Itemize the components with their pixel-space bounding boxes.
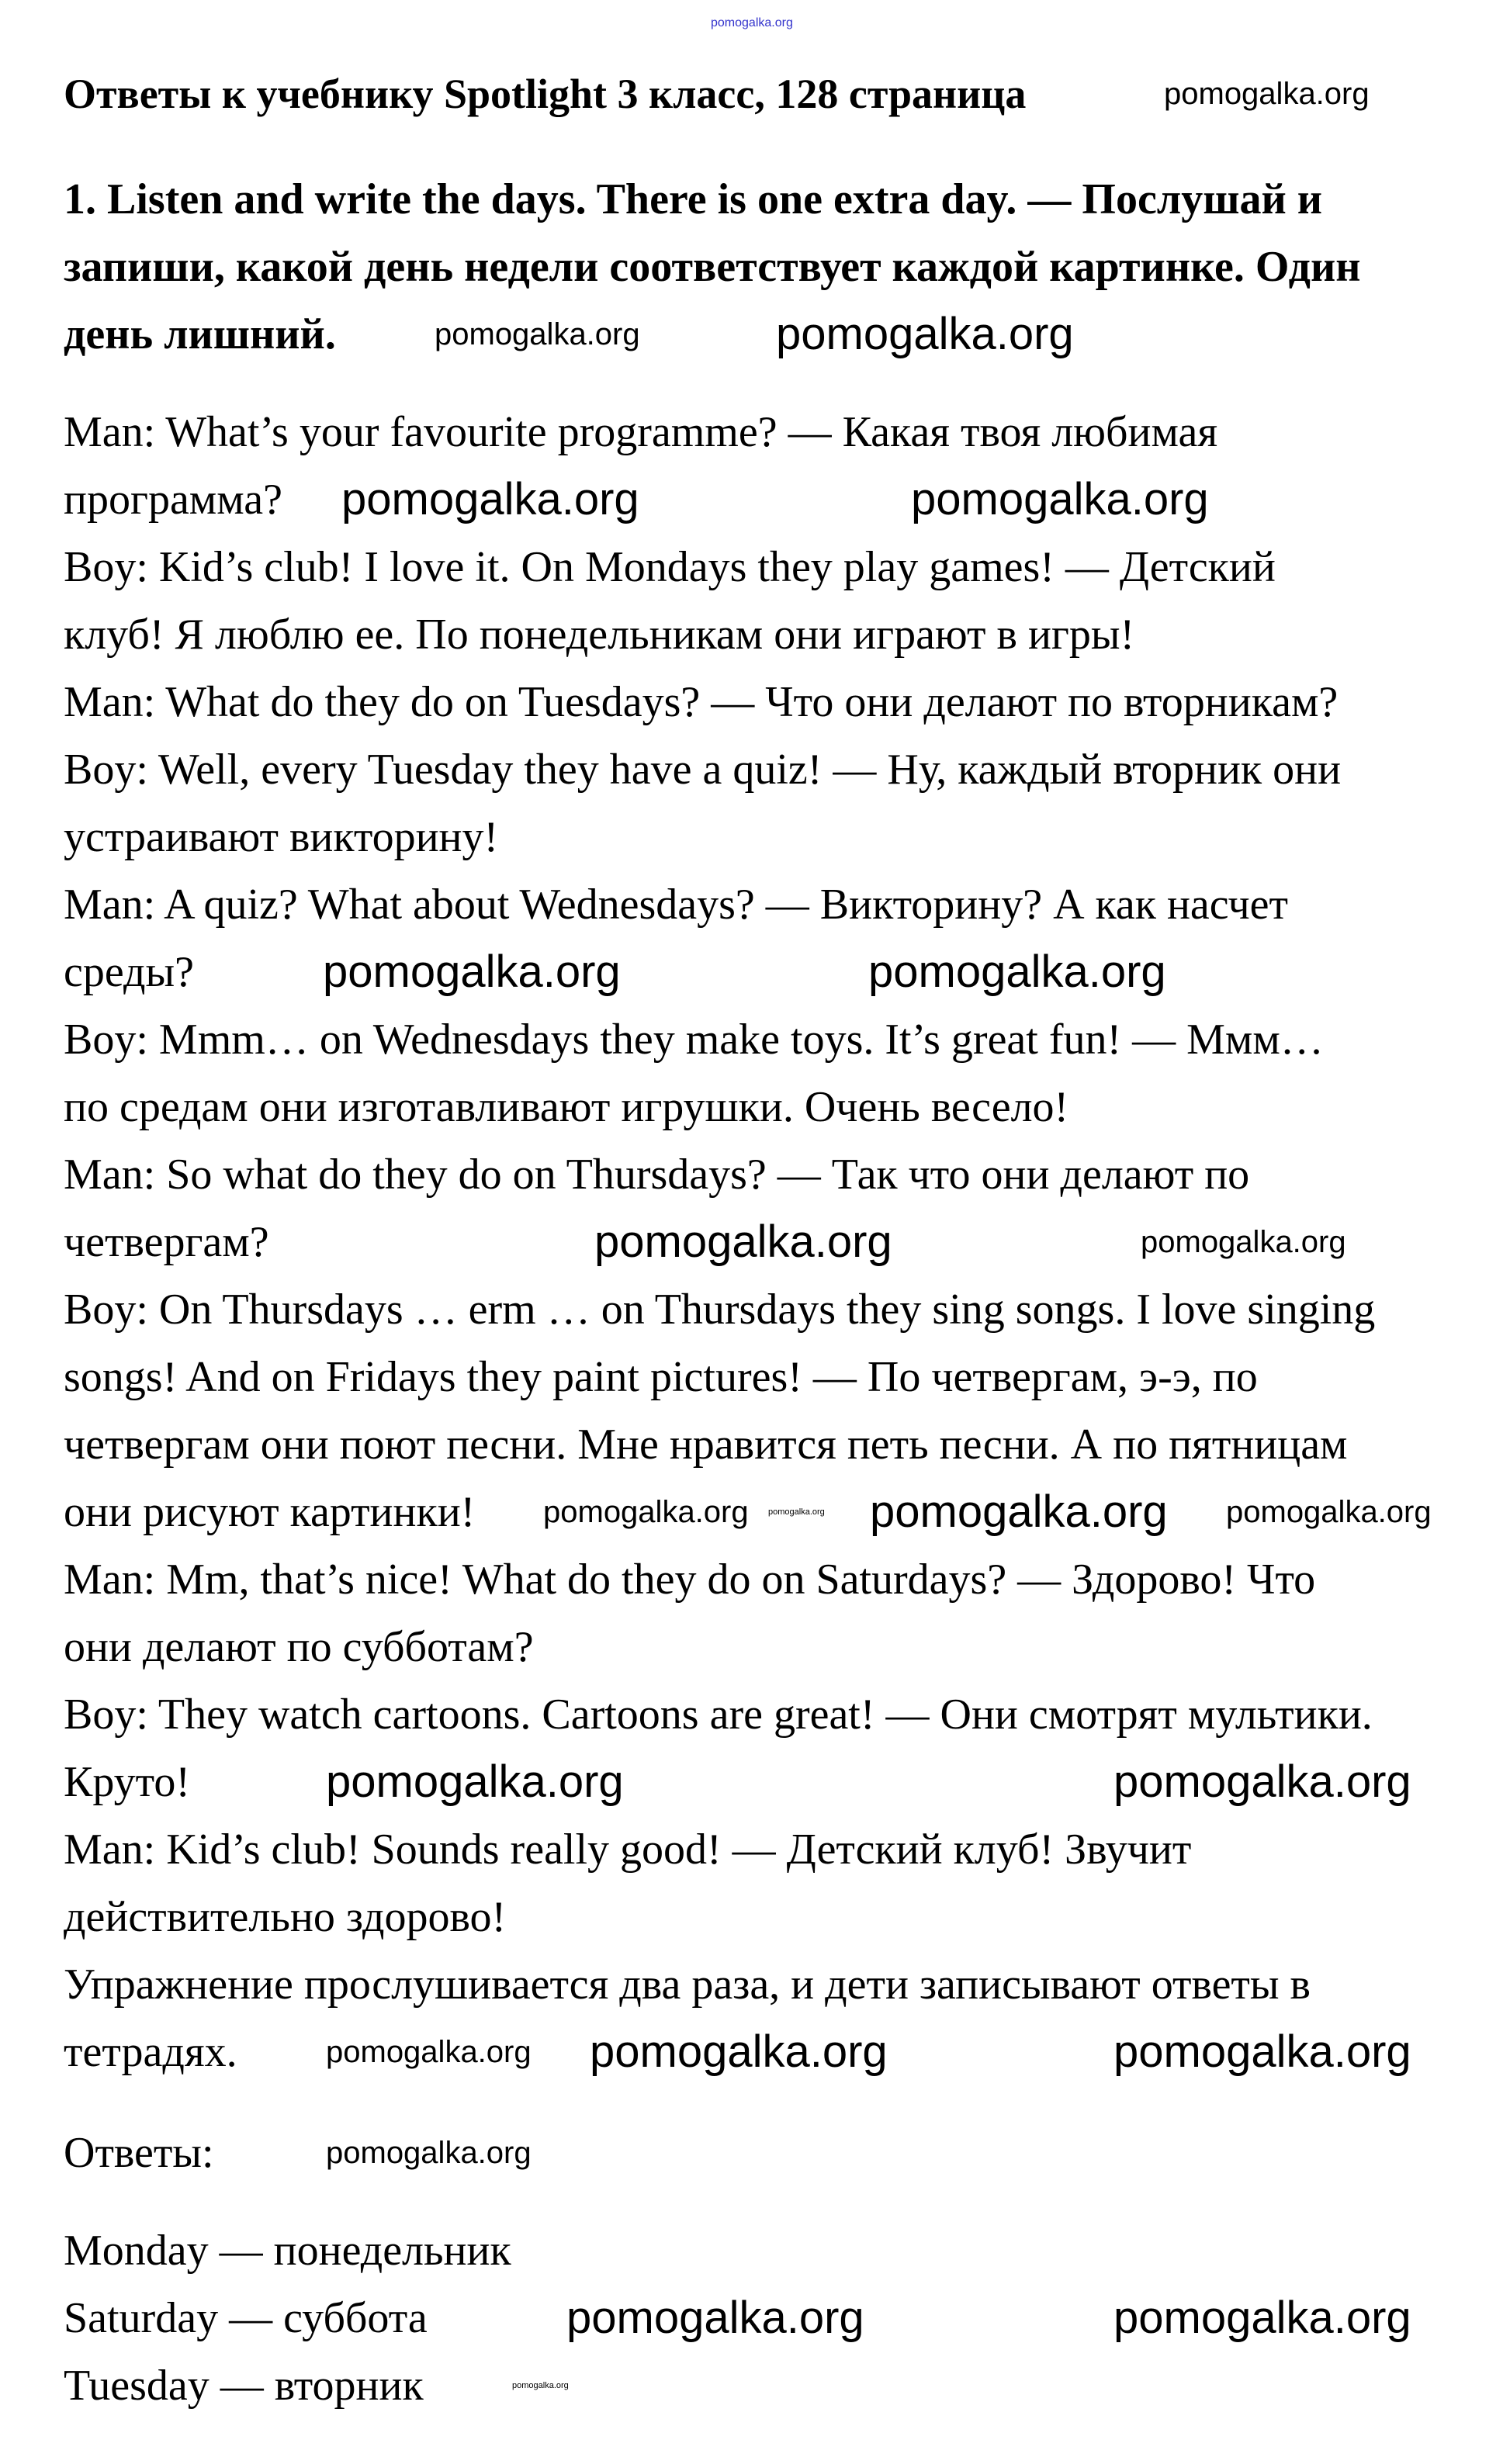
watermark: pomogalka.org [543, 1495, 749, 1529]
watermark: pomogalka.org [326, 2136, 532, 2170]
answer-item: Monday — понедельник [64, 2227, 511, 2275]
dialogue-line: устраивают викторину! [64, 813, 499, 861]
dialogue-line: четвергам? [64, 1218, 269, 1266]
watermark: pomogalka.org [711, 16, 793, 30]
watermark: pomogalka.org [341, 474, 639, 525]
dialogue-line: Круто! [64, 1758, 190, 1806]
watermark: pomogalka.org [1113, 1756, 1411, 1808]
dialogue-line: Boy: Well, every Tuesday they have a quiz! — Ну, каждый вторник они [64, 746, 1342, 794]
dialogue-line: Boy: Mmm… on Wednesdays they make toys. It’s great fun! — Ммм… [64, 1016, 1324, 1064]
watermark: pomogalka.org [323, 946, 621, 998]
dialogue-line: Man: What’s your favourite programme? — Какая твоя любимая [64, 408, 1218, 456]
page-title: Ответы к учебнику Spotlight 3 класс, 128 страница [64, 71, 1027, 117]
watermark: pomogalka.org [435, 317, 640, 351]
dialogue-line: Boy: On Thursdays … erm … on Thursdays they sing songs. I love singing [64, 1286, 1376, 1334]
dialogue-line: Man: A quiz? What about Wednesdays? — Викторину? А как насчет [64, 881, 1289, 929]
dialogue-line: Boy: They watch cartoons. Cartoons are great! — Они смотрят мультики. [64, 1691, 1373, 1739]
watermark: pomogalka.org [868, 946, 1166, 998]
watermark: pomogalka.org [870, 1486, 1168, 1538]
watermark: pomogalka.org [1164, 77, 1370, 111]
dialogue-line: Man: So what do they do on Thursdays? — Так что они делают по [64, 1151, 1250, 1199]
dialogue-line: по средам они изготавливают игрушки. Очень весело! [64, 1083, 1069, 1131]
dialogue-line: Man: Kid’s club! Sounds really good! — Детский клуб! Звучит [64, 1826, 1192, 1874]
task-heading-line: день лишний. [64, 310, 336, 358]
task-heading-line: запиши, какой день недели соответствует каждой картинке. Один [64, 243, 1361, 291]
dialogue-line: действительно здорово! [64, 1893, 507, 1941]
dialogue-line: Man: Mm, that’s nice! What do they do on Saturdays? — Здорово! Что [64, 1556, 1316, 1604]
dialogue-line: Упражнение прослушивается два раза, и дети записывают ответы в [64, 1960, 1311, 2009]
dialogue-line: Boy: Kid’s club! I love it. On Mondays they play games! — Детский [64, 543, 1276, 591]
watermark: pomogalka.org [1113, 2293, 1411, 2344]
dialogue-line: тетрадях. [64, 2028, 237, 2076]
dialogue-line: клуб! Я люблю ее. По понедельникам они играют в игры! [64, 611, 1135, 659]
dialogue-line: среды? [64, 948, 194, 996]
task-heading-line: 1. Listen and write the days. There is one extra day. — Послушай и [64, 175, 1323, 223]
watermark: pomogalka.org [512, 2380, 569, 2390]
watermark: pomogalka.org [1141, 1225, 1346, 1259]
watermark: pomogalka.org [326, 2035, 532, 2069]
watermark: pomogalka.org [566, 2293, 864, 2344]
answers-label: Ответы: [64, 2129, 214, 2177]
watermark: pomogalka.org [1113, 2026, 1411, 2078]
dialogue-line: songs! And on Fridays they paint pictures! — По четвергам, э-э, по [64, 1353, 1258, 1401]
dialogue-line: они делают по субботам? [64, 1623, 534, 1671]
dialogue-line: они рисуют картинки! [64, 1488, 476, 1536]
watermark: pomogalka.org [776, 309, 1074, 360]
watermark: pomogalka.org [594, 1216, 892, 1268]
watermark: pomogalka.org [911, 474, 1209, 525]
dialogue-line: Man: What do they do on Tuesdays? — Что они делают по вторникам? [64, 678, 1339, 726]
answer-item: Saturday — суббота [64, 2294, 428, 2342]
watermark: pomogalka.org [590, 2026, 888, 2078]
dialogue-line: четвергам они поют песни. Мне нравится петь песни. А по пятницам [64, 1421, 1348, 1469]
watermark: pomogalka.org [326, 1756, 624, 1808]
watermark: pomogalka.org [1226, 1495, 1432, 1529]
answer-item: Tuesday — вторник [64, 2362, 424, 2410]
watermark: pomogalka.org [768, 1507, 825, 1517]
dialogue-line: программа? [64, 476, 282, 524]
